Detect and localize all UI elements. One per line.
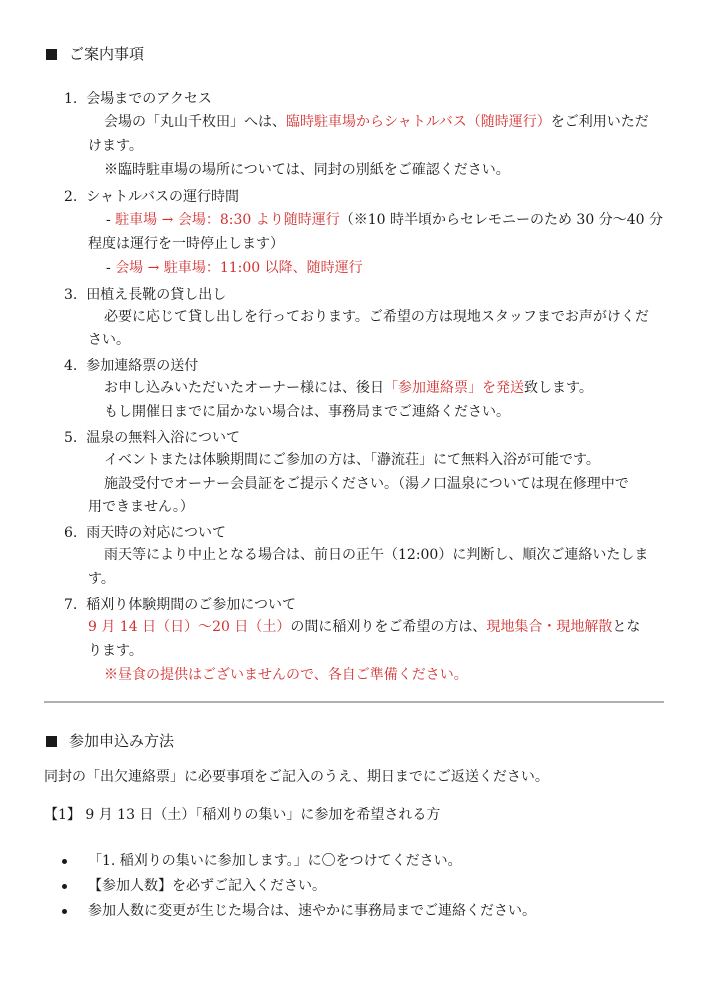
item-1-note: ※臨時駐車場の場所については、同封の別紙をご確認ください。: [104, 162, 510, 178]
item-2-line-1: - 駐車場 → 会場：8:30 より随時運行（※10 時半頃からセレモニーのため 30 分～40 分: [106, 212, 663, 228]
item-3-heading-row: [64, 284, 226, 304]
item-4-heading-row: [64, 355, 198, 375]
item-2-line-3: - 会場 → 駐車場：11:00 以降、随時運行: [106, 260, 363, 276]
item-7-note: ※昼食の提供はございませんので、各自ご準備ください。: [104, 667, 468, 683]
item-2-number: 2.: [64, 189, 78, 205]
item-3-line-2: さい。: [88, 332, 130, 348]
return-schedule: 会場 → 駐車場：11:00 以降、随時運行: [115, 260, 363, 276]
bullet-dot-icon: [62, 909, 67, 914]
application-intro: 同封の「出欠連絡票」に必要事項をご記入のうえ、期日までにご返送ください。: [44, 769, 549, 785]
item-5-line-1: イベントまたは体験期間にご参加の方は、「瀞流荘」にて無料入浴が可能です。: [104, 452, 600, 468]
item-7-heading-row: [64, 594, 296, 614]
bullet-dot-icon: [62, 884, 67, 889]
item-2-line-2: 程度は運行を一時停止します）: [88, 236, 284, 252]
item-7-number: 7.: [64, 597, 78, 613]
item-5-number: 5.: [64, 430, 78, 446]
harvest-period-highlight: 9 月 14 日（日）～20 日（土）: [88, 619, 291, 635]
section-divider: [44, 701, 664, 703]
item-3-heading: 田植え長靴の貸し出し: [86, 287, 227, 303]
item-6-heading: 雨天時の対応について: [86, 525, 226, 541]
item-4-heading: 参加連絡票の送付: [86, 358, 199, 374]
item-6-number: 6.: [64, 525, 78, 541]
application-subheading: 【1】 9 月 13 日（土）「稲刈りの集い」に参加を希望される方: [44, 807, 441, 823]
item-1-line-2: けます。: [88, 138, 143, 154]
item-5-heading-row: [64, 427, 240, 447]
bullet-item: 「1. 稲刈りの集いに参加します。」に〇をつけてください。: [88, 853, 462, 869]
bullet-item: 参加人数に変更が生じた場合は、速やかに事務局までご連絡ください。: [88, 903, 536, 919]
item-1-line-1: 会場の「丸山千枚田」へは、臨時駐車場からシャトルバス（随時運行）をご利用いただ: [104, 114, 649, 130]
square-bullet-icon: [46, 736, 57, 747]
square-bullet-icon: [46, 49, 57, 60]
item-1-number: 1.: [64, 91, 78, 107]
item-5-line-2: 施設受付でオーナー会員証をご提示ください。（湯ノ口温泉については現在修理中で: [104, 476, 629, 492]
item-4-line-2: もし開催日までに届かない場合は、事務局までご連絡ください。: [104, 404, 510, 420]
bullet-dot-icon: [62, 859, 67, 864]
bullet-item: 【参加人数】を必ずご記入ください。: [88, 878, 326, 894]
item-6-line-2: す。: [88, 571, 115, 587]
item-5-line-3: 用できません。）: [88, 499, 194, 515]
item-5-heading: 温泉の無料入浴について: [86, 430, 240, 446]
item-1-heading: 会場までのアクセス: [86, 91, 212, 107]
local-meetup-highlight: 現地集合・現地解散: [486, 619, 613, 635]
item-3-line-1: 必要に応じて貸し出しを行っております。ご希望の方は現地スタッフまでお声がけくだ: [104, 309, 649, 325]
item-4-number: 4.: [64, 358, 78, 374]
shuttle-bus-highlight: 臨時駐車場からシャトルバス（随時運行）: [286, 114, 551, 130]
item-7-line-1: 9 月 14 日（日）～20 日（土）の間に稲刈りをご希望の方は、現地集合・現地解散とな: [88, 619, 641, 635]
item-6-heading-row: [64, 522, 226, 542]
outbound-schedule: 駐車場 → 会場：8:30 より随時運行: [115, 212, 340, 228]
item-6-line-1: 雨天等により中止となる場合は、前日の正午（12:00）に判断し、順次ご連絡いたしま: [104, 547, 649, 563]
form-shipping-highlight: 「参加連絡票」を発送: [384, 380, 524, 396]
item-7-line-2: ります。: [88, 643, 143, 659]
item-7-heading: 稲刈り体験期間のご参加について: [86, 597, 296, 613]
item-3-number: 3.: [64, 287, 78, 303]
section-title-guide: ご案内事項: [46, 43, 144, 64]
item-2-heading: シャトルバスの運行時間: [86, 189, 240, 205]
item-1-heading-row: [64, 88, 212, 108]
section-title-application: 参加申込み方法: [46, 730, 174, 751]
item-2-heading-row: [64, 186, 239, 206]
item-4-line-1: お申し込みいただいたオーナー様には、後日「参加連絡票」を発送致します。: [104, 380, 593, 396]
